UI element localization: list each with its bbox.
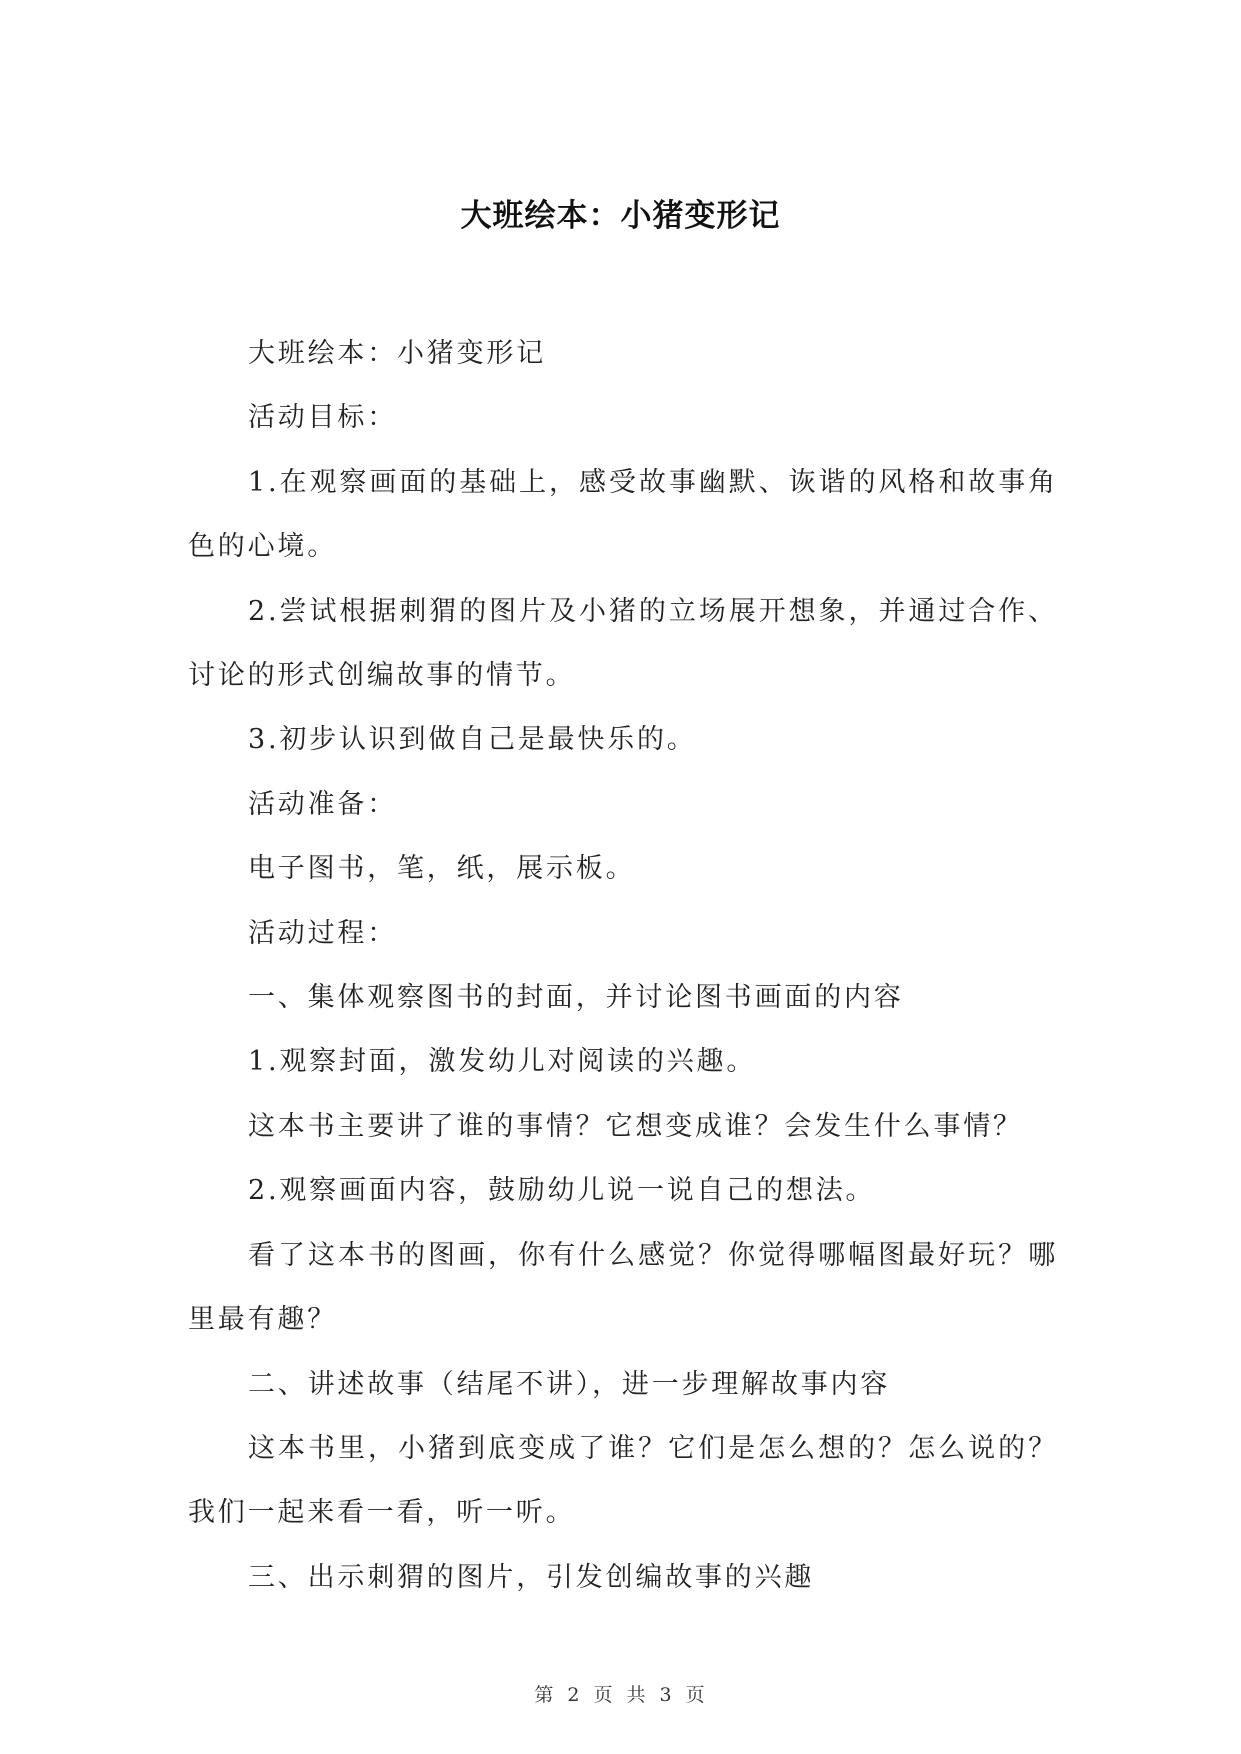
document-body <box>188 322 1058 1610</box>
paragraph: 二、讲述故事（结尾不讲），进一步理解故事内容 <box>248 1368 891 1400</box>
paragraph: 活动过程： <box>248 917 397 949</box>
page-footer: 第 2 页 共 3 页 <box>534 1684 707 1706</box>
paragraph: 这本书主要讲了谁的事情？它想变成谁？会发生什么事情？ <box>248 1110 1023 1142</box>
paragraph: 看了这本书的图画，你有什么感觉？你觉得哪幅图最好玩？哪里最有趣？ <box>188 1239 1058 1336</box>
paragraph: 1.观察封面，激发幼儿对阅读的兴趣。 <box>248 1046 757 1078</box>
paragraph: 这本书里，小猪到底变成了谁？它们是怎么想的？怎么说的？我们一起来看一看，听一听。 <box>188 1432 1058 1529</box>
paragraph: 电子图书，笔，纸，展示板。 <box>248 853 636 885</box>
paragraph: 1.在观察画面的基础上，感受故事幽默、诙谐的风格和故事角色的心境。 <box>188 466 1058 563</box>
paragraph: 2.尝试根据刺猬的图片及小猪的立场展开想象，并通过合作、讨论的形式创编故事的情节。 <box>188 595 1058 692</box>
paragraph: 活动准备： <box>248 788 397 820</box>
paragraph: 2.观察画面内容，鼓励幼儿说一说自己的想法。 <box>248 1175 876 1207</box>
paragraph: 一、集体观察图书的封面，并讨论图书画面的内容 <box>248 982 904 1014</box>
paragraph: 活动目标： <box>248 402 397 434</box>
paragraph: 三、出示刺猬的图片，引发创编故事的兴趣 <box>248 1561 815 1593</box>
paragraph: 大班绘本：小猪变形记 <box>248 338 546 369</box>
page-title: 大班绘本：小猪变形记 <box>460 198 781 234</box>
paragraph: 3.初步认识到做自己是最快乐的。 <box>248 724 697 756</box>
